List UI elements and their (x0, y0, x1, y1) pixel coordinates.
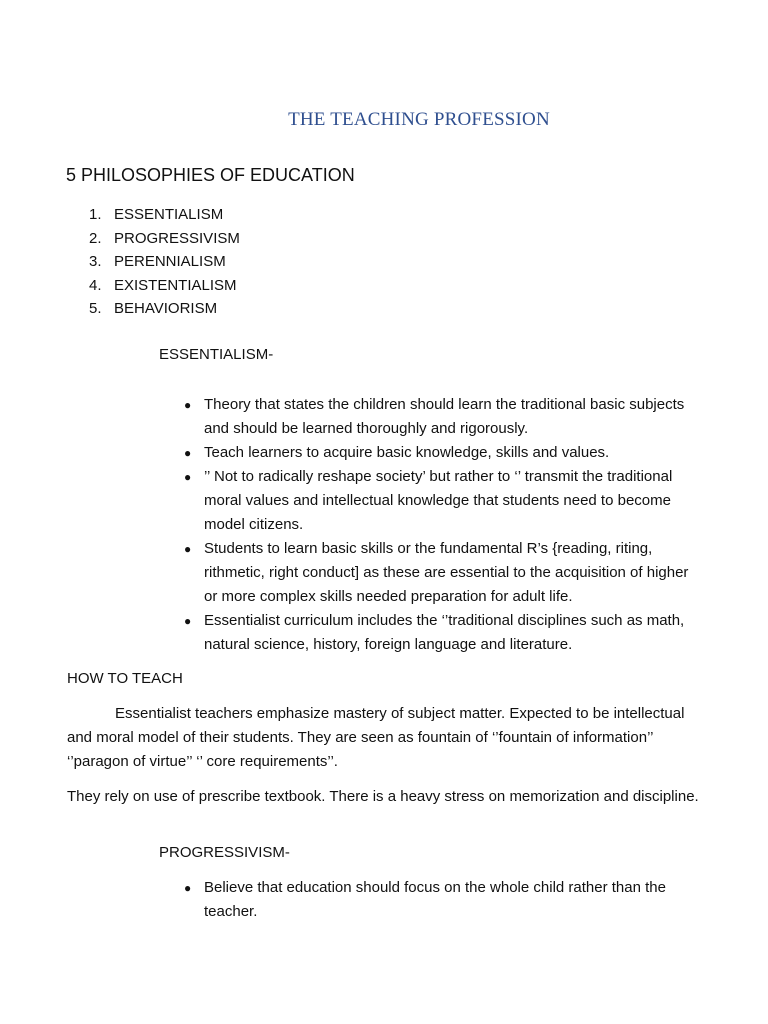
essentialism-heading: ESSENTIALISM- (159, 346, 274, 363)
paragraph-text: Essentialist teachers emphasize mastery of subject matter. Expected to be intellectual and moral model of their students. They are seen as fountain of ‘’fountain of information’’ ‘’paragon of virtue’’ ‘’ core requirements’’. (67, 705, 685, 770)
list-number: 5. (89, 300, 102, 318)
section-heading: 5 PHILOSOPHIES OF EDUCATION (66, 165, 355, 185)
bullet-item (184, 876, 694, 924)
list-item-label: PERENNIALISM (114, 253, 226, 271)
progressivism-heading: PROGRESSIVISM- (159, 844, 290, 861)
bullet-icon: ● (184, 398, 192, 412)
bullet-item (184, 465, 694, 537)
bullet-item (184, 537, 694, 609)
list-item (89, 297, 240, 321)
essentialism-bullet-list (184, 393, 694, 657)
bullet-icon: ● (184, 470, 192, 484)
progressivism-bullet-list (184, 876, 694, 924)
bullet-text: Believe that education should focus on the whole child rather than the teacher. (204, 879, 666, 920)
bullet-icon: ● (184, 881, 192, 895)
list-number: 3. (89, 253, 102, 271)
bullet-text: Theory that states the children should learn the traditional basic subjects and should be learned thoroughly and rigorously. (204, 396, 685, 437)
philosophies-list (89, 203, 240, 321)
how-to-teach-paragraph-1 (67, 702, 707, 774)
bullet-item (184, 441, 694, 465)
bullet-text: Students to learn basic skills or the fundamental R’s {reading, riting, rithmetic, right conduct] as these are essential to the acquisition of higher or more complex skills needed preparation for adult life. (204, 540, 689, 605)
list-item (89, 227, 240, 251)
list-item (89, 203, 240, 227)
bullet-text: Essentialist curriculum includes the ‘’traditional disciplines such as math, natural science, history, foreign language and literature. (204, 612, 685, 653)
list-item-label: BEHAVIORISM (114, 300, 218, 318)
list-item (89, 250, 240, 274)
list-item-label: PROGRESSIVISM (114, 229, 240, 247)
how-to-teach-paragraph-2: They rely on use of prescribe textbook. There is a heavy stress on memorization and discipline. (67, 788, 699, 805)
list-item (89, 274, 240, 298)
bullet-icon: ● (184, 614, 192, 628)
bullet-icon: ● (184, 542, 192, 556)
list-number: 1. (89, 206, 102, 223)
bullet-text: ’’ Not to radically reshape society’ but rather to ‘’ transmit the traditional moral values and intellectual knowledge that students need to become model citizens. (204, 468, 673, 533)
list-number: 4. (89, 276, 102, 294)
bullet-icon: ● (184, 446, 192, 460)
bullet-text: Teach learners to acquire basic knowledge, skills and values. (204, 444, 610, 461)
page-title: THE TEACHING PROFESSION (288, 109, 550, 130)
bullet-item (184, 609, 694, 657)
list-item-label: EXISTENTIALISM (114, 276, 237, 294)
how-to-teach-heading: HOW TO TEACH (67, 670, 183, 687)
list-item-label: ESSENTIALISM (114, 206, 224, 223)
list-number: 2. (89, 229, 102, 247)
bullet-item (184, 393, 694, 441)
